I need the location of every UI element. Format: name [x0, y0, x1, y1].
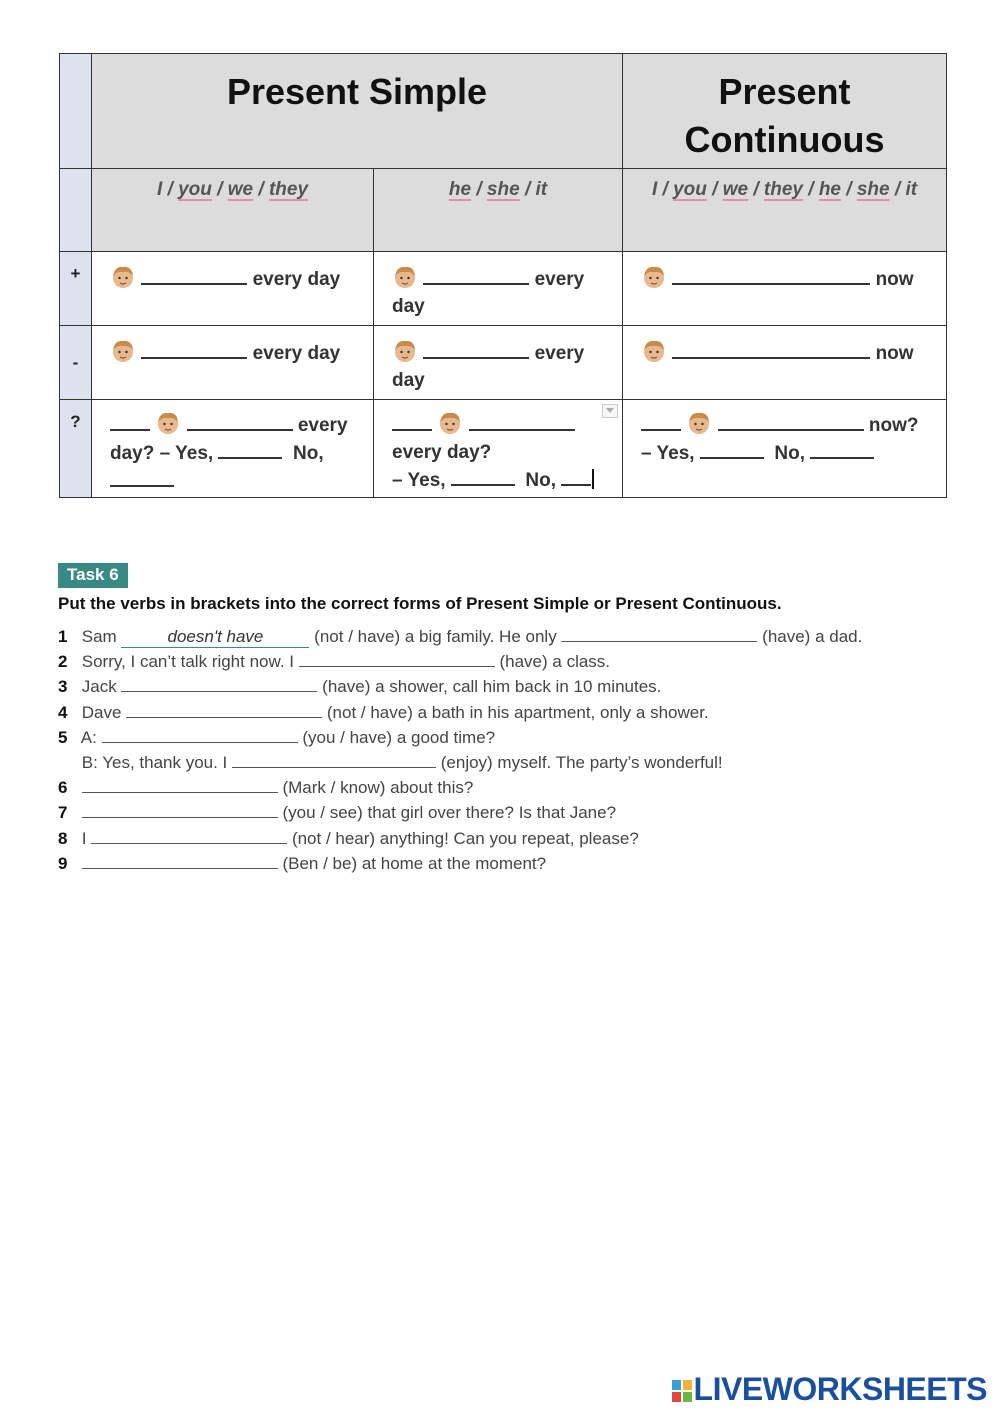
item-text: A: [80, 728, 97, 747]
answer-field[interactable] [82, 854, 278, 869]
boy-face-icon [392, 264, 418, 290]
answer-field[interactable] [299, 652, 495, 667]
item-text: (you / have) a good time? [302, 728, 496, 747]
boy-face-icon [392, 338, 418, 364]
answer-field[interactable] [121, 677, 317, 692]
item-number: 2 [58, 652, 68, 671]
item-text: (have) a shower, call him back in 10 minutes. [322, 677, 662, 696]
exercise-item-7 [58, 803, 616, 823]
side-sub-blank [60, 169, 92, 252]
item-text: Dave [81, 703, 122, 722]
text-every-day: every day [252, 269, 341, 290]
item-number: 6 [58, 778, 68, 797]
answer-field[interactable] [232, 753, 436, 768]
item-number: 8 [58, 829, 68, 848]
text-no: No, [293, 443, 324, 464]
answer-blank[interactable] [469, 411, 575, 431]
cell-question-pc [623, 400, 947, 498]
answer-blank-no[interactable] [110, 467, 174, 487]
text-yes: Yes, [175, 443, 214, 464]
side-header-blank [60, 54, 92, 169]
item-number: 5 [58, 728, 68, 747]
boy-face-icon [686, 410, 712, 436]
text-yes: – Yes, [392, 470, 446, 491]
item-text: (Ben / be) at home at the moment? [282, 854, 547, 873]
item-text: I [81, 829, 87, 848]
text-cursor [592, 469, 594, 489]
item-number: 4 [58, 703, 68, 722]
exercise-item-3 [58, 677, 661, 697]
answer-blank-aux[interactable] [641, 411, 681, 431]
answer-blank-yes[interactable] [700, 439, 764, 459]
text-dash: – [159, 443, 171, 464]
logo-text: LIVEWORKSHEETS [693, 1371, 987, 1407]
header-present-simple: Present Simple [92, 54, 623, 169]
text-every-day: every day [252, 343, 341, 364]
answer-blank[interactable] [718, 411, 864, 431]
item-number: 3 [58, 677, 68, 696]
exercise-item-4 [58, 703, 709, 723]
liveworksheets-logo[interactable] [672, 1371, 987, 1408]
answer-blank[interactable] [141, 339, 247, 359]
cell-positive-ps-singular [374, 252, 623, 326]
text-now: now [875, 343, 914, 364]
text-every: every [534, 269, 585, 290]
row-label-positive: + [60, 252, 92, 326]
answer-field[interactable] [126, 703, 322, 718]
text-day: day [392, 370, 425, 391]
subheader-pc: I / you / we / they / he / she / it [623, 169, 947, 252]
grammar-table [59, 53, 947, 498]
text-yes: – Yes, [641, 443, 695, 464]
item-text: (enjoy) myself. The party’s wonderful! [440, 753, 723, 772]
answer-field[interactable] [561, 627, 757, 642]
answer-blank[interactable] [423, 265, 529, 285]
exercise-item-5a [58, 728, 495, 748]
exercise-item-1 [58, 627, 862, 648]
answer-field-example[interactable]: doesn't have [121, 627, 309, 648]
item-number: 1 [58, 627, 68, 646]
answer-blank-yes[interactable] [218, 439, 282, 459]
header-present-continuous: Present Continuous [623, 54, 947, 169]
item-text: (Mark / know) about this? [282, 778, 474, 797]
text-no: No, [525, 470, 556, 491]
item-text: (not / have) a big family. He only [314, 627, 557, 646]
exercise-item-8 [58, 829, 639, 849]
boy-face-icon [110, 264, 136, 290]
item-text: Jack [81, 677, 117, 696]
liveworksheets-mark-icon [672, 1373, 692, 1395]
answer-blank[interactable] [672, 339, 870, 359]
answer-field[interactable] [82, 803, 278, 818]
answer-blank-no[interactable] [561, 466, 591, 486]
item-text: (you / see) that girl over there? Is that Jane? [282, 803, 617, 822]
answer-field[interactable] [82, 778, 278, 793]
item-text: (not / have) a bath in his apartment, only a shower. [326, 703, 709, 722]
cell-negative-ps-singular [374, 326, 623, 400]
exercise-item-6 [58, 778, 473, 798]
item-number: 9 [58, 854, 68, 873]
answer-field[interactable] [91, 829, 287, 844]
answer-blank-aux[interactable] [110, 411, 150, 431]
item-text: (have) a dad. [762, 627, 863, 646]
cell-question-ps-singular [374, 400, 623, 498]
dropdown-arrow-icon[interactable] [602, 404, 618, 418]
exercise-item-2 [58, 652, 610, 672]
row-label-question: ? [60, 400, 92, 498]
item-number: 7 [58, 803, 68, 822]
item-text: Sorry, I can’t talk right now. I [81, 652, 295, 671]
row-label-negative: - [60, 326, 92, 400]
text-day-question: day? [110, 443, 155, 464]
text-no: No, [774, 443, 806, 464]
boy-face-icon [110, 338, 136, 364]
text-now: now [875, 269, 914, 290]
answer-blank[interactable] [423, 339, 529, 359]
text-day: day [392, 296, 425, 317]
exercise-item-9 [58, 854, 546, 874]
cell-negative-ps-plural [92, 326, 374, 400]
item-text: Sam [81, 627, 117, 646]
answer-blank[interactable] [672, 265, 870, 285]
boy-face-icon [155, 410, 181, 436]
item-text: (not / hear) anything! Can you repeat, please? [291, 829, 639, 848]
boy-face-icon [641, 264, 667, 290]
text-every-day-question: every day? [392, 442, 492, 463]
answer-blank-no[interactable] [810, 439, 874, 459]
item-text: B: Yes, thank you. I [81, 753, 228, 772]
answer-blank[interactable] [141, 265, 247, 285]
task-badge: Task 6 [58, 563, 128, 588]
cell-positive-pc [623, 252, 947, 326]
boy-face-icon [641, 338, 667, 364]
subheader-ps-singular: he / she / it [374, 169, 623, 252]
answer-field[interactable] [102, 728, 298, 743]
cell-question-ps-plural [92, 400, 374, 498]
cell-positive-ps-plural [92, 252, 374, 326]
exercise-item-5b [58, 753, 723, 773]
text-every: every [534, 343, 585, 364]
item-text: (have) a class. [499, 652, 611, 671]
boy-face-icon [437, 410, 463, 436]
subheader-ps-plural: I / you / we / they [92, 169, 374, 252]
text-every: every [297, 415, 348, 436]
cell-negative-pc [623, 326, 947, 400]
task-instruction: Put the verbs in brackets into the correct forms of Present Simple or Present Continuous. [58, 594, 782, 613]
text-now-question: now? [868, 415, 919, 436]
answer-blank[interactable] [187, 411, 293, 431]
answer-blank-aux[interactable] [392, 411, 432, 431]
answer-blank-yes[interactable] [451, 466, 515, 486]
